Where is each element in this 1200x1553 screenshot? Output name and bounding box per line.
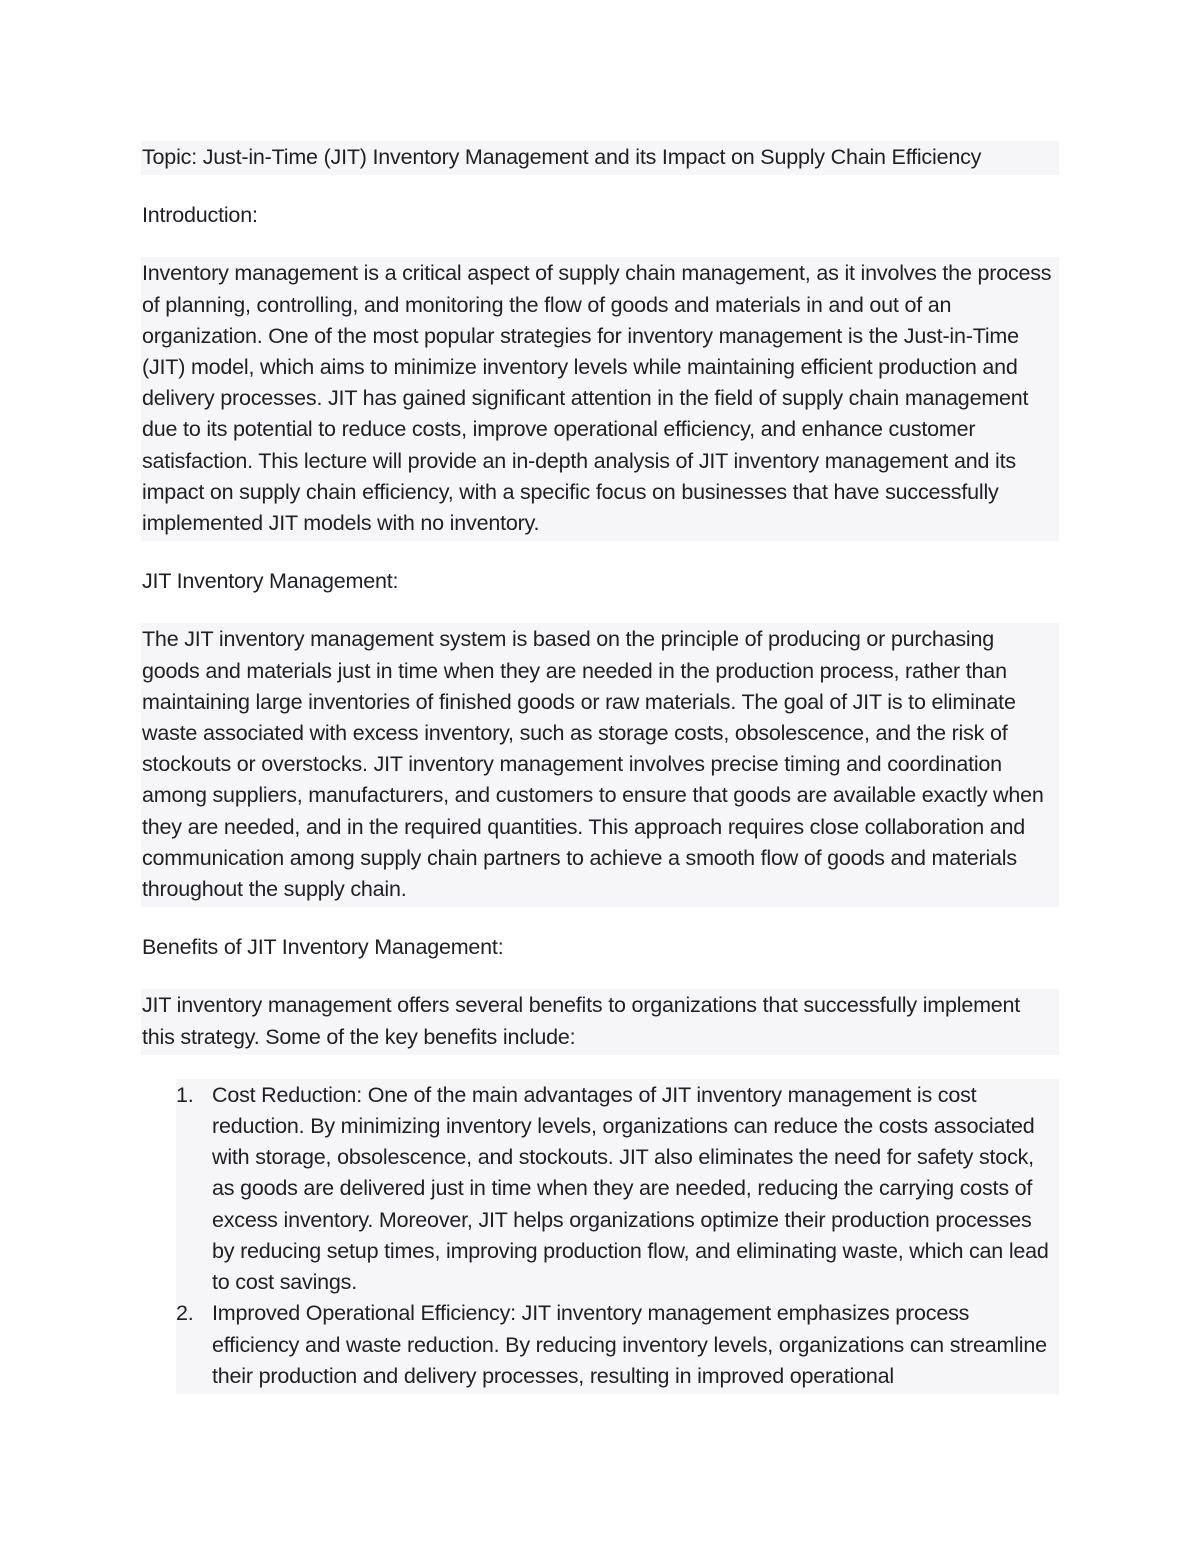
list-item-number: 1.	[176, 1082, 194, 1107]
benefits-list	[176, 1079, 1059, 1394]
list-item-text: Improved Operational Efficiency: JIT inventory management emphasizes process efficiency and waste reduction. By reducing inventory levels, organizations can streamline their production and delivery processes, resulting in improved operational	[212, 1301, 1047, 1388]
jit-management-heading: JIT Inventory Management:	[142, 569, 399, 594]
list-item-text: Cost Reduction: One of the main advantages of JIT inventory management is cost reduction. By minimizing inventory levels, organizations can reduce the costs associated with storage, obsolescence, and stockouts. JIT also eliminates the need for safety stock, as goods are delivered just in time when they are needed, reducing the carrying costs of excess inventory. Moreover, JIT helps organizations optimize their production processes by reducing setup times, improving production flow, and eliminating waste, which can lead to cost savings.	[212, 1082, 1049, 1295]
jit-management-paragraph: The JIT inventory management system is based on the principle of producing or purchasing goods and materials just in time when they are needed in the production process, rather than maintaining large inventories of finished goods or raw materials. The goal of JIT is to eliminate waste associated with excess inventory, such as storage costs, obsolescence, and the risk of stockouts or overstocks. JIT inventory management involves precise timing and coordination among suppliers, manufacturers, and customers to ensure that goods are available exactly when they are needed, and in the required quantities. This approach requires close collaboration and communication among supply chain partners to achieve a smooth flow of goods and materials throughout the supply chain.	[141, 623, 1059, 907]
document-title: Topic: Just-in-Time (JIT) Inventory Management and its Impact on Supply Chain Efficiency	[141, 141, 1059, 175]
benefits-heading: Benefits of JIT Inventory Management:	[142, 935, 504, 960]
benefits-paragraph: JIT inventory management offers several benefits to organizations that successfully implement this strategy. Some of the key benefits include:	[141, 989, 1059, 1054]
introduction-heading: Introduction:	[142, 203, 258, 228]
list-item	[176, 1080, 1055, 1298]
introduction-paragraph: Inventory management is a critical aspect of supply chain management, as it involves the process of planning, controlling, and monitoring the flow of goods and materials in and out of an organization. One of the most popular strategies for inventory management is the Just-in-Time (JIT) model, which aims to minimize inventory levels while maintaining efficient production and delivery processes. JIT has gained significant attention in the field of supply chain management due to its potential to reduce costs, improve operational efficiency, and enhance customer satisfaction. This lecture will provide an in-depth analysis of JIT inventory management and its impact on supply chain efficiency, with a specific focus on businesses that have successfully implemented JIT models with no inventory.	[141, 257, 1059, 541]
document-page	[141, 139, 1059, 1394]
list-item-number: 2.	[176, 1301, 194, 1326]
list-item	[176, 1298, 1055, 1392]
